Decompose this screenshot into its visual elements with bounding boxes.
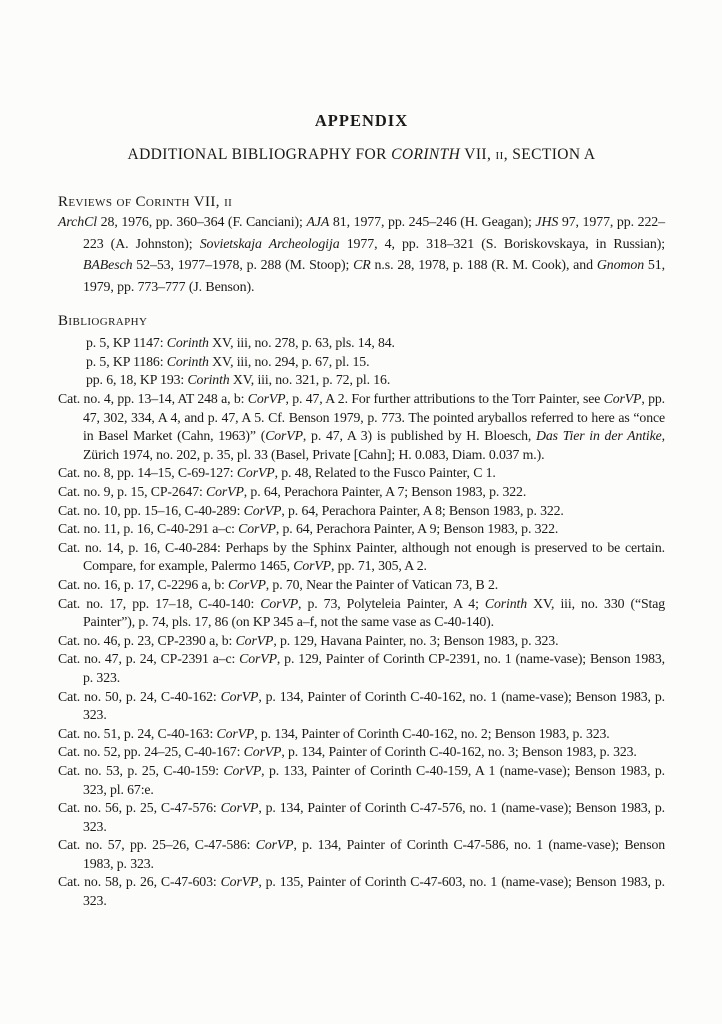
text-segment: JHS	[535, 215, 559, 230]
text-segment: Cat. no. 51, p. 24, C-40-163:	[58, 725, 217, 741]
bibliography-entry	[58, 520, 665, 539]
text-segment: CorVP	[255, 837, 294, 853]
bibliography-entry	[58, 688, 665, 725]
text-segment: , p. 135, Painter of Corinth C-47-603, no. 1 (name-vase); Benson 1983, p. 323.	[83, 874, 665, 909]
text-segment: pp. 6, 18, KP 193:	[86, 372, 188, 388]
text-segment: Cat. no. 46, p. 23, CP-2390 a, b:	[58, 632, 236, 648]
text-segment: Cat. no. 47, p. 24, CP-2391 a–c:	[58, 651, 240, 667]
text-segment: Cat. no. 9, p. 15, CP-2647:	[58, 484, 207, 500]
text-segment: CorVP	[220, 688, 259, 704]
text-segment: Cat. no. 56, p. 25, C-47-576:	[58, 800, 221, 816]
text-segment: CorVP	[220, 800, 259, 816]
text-segment: , p. 64, Perachora Painter, A 7; Benson 1983, p. 322.	[243, 484, 527, 500]
text-segment: , p. 134, Painter of Corinth C-47-576, no. 1 (name-vase); Benson 1983, p. 323.	[83, 800, 665, 834]
text-segment: , p. 73, Polyteleia Painter, A 4;	[298, 595, 485, 611]
page-title: APPENDIX	[314, 111, 409, 130]
text-segment: Cat. no. 57, pp. 25–26, C-47-586:	[58, 837, 256, 853]
text-segment: , p. 48, Related to the Fusco Painter, C 1.	[274, 465, 496, 481]
text-segment: , p. 64, Perachora Painter, A 9; Benson 1983, p. 322.	[275, 521, 559, 537]
text-segment: , pp. 71, 305, A 2.	[330, 558, 427, 574]
text-segment: VII,	[460, 146, 496, 163]
reviews-section-heading: Reviews of Corinth VII, ii	[58, 194, 233, 210]
text-segment: , p. 134, Painter of Corinth C-40-162, no. 2; Benson 1983, p. 323.	[254, 725, 610, 741]
text-segment: CR	[353, 258, 371, 274]
text-segment: CorVP	[239, 651, 277, 667]
text-segment: CorVP	[235, 632, 274, 648]
text-segment: Corinth	[166, 335, 209, 351]
bibliography-entry	[58, 650, 665, 687]
text-segment: ADDITIONAL BIBLIOGRAPHY FOR	[127, 146, 392, 163]
text-segment: Cat. no. 50, p. 24, C-40-162:	[58, 688, 221, 704]
text-segment: Cat. no. 17, pp. 17–18, C-40-140:	[58, 595, 261, 611]
bibliography-entry	[58, 743, 665, 762]
text-segment: Gnomon	[596, 258, 645, 274]
document-page	[58, 0, 665, 911]
text-segment: Das Tier in der Antike	[536, 428, 662, 444]
text-segment: CorVP	[265, 428, 303, 444]
text-segment: XV, iii, no. 294, p. 67, pl. 15.	[208, 353, 370, 369]
text-segment: Sovietskaja Archeologija	[199, 236, 340, 252]
bibliography-entry	[58, 836, 665, 873]
text-segment: , SECTION A	[503, 146, 596, 163]
text-segment: CORINTH	[391, 146, 461, 163]
text-segment: Cat. no. 53, p. 25, C-40-159:	[58, 762, 224, 778]
text-segment: CorVP	[236, 465, 275, 481]
text-segment: , p. 47, A 2. For further attributions to the Torr Painter, see	[285, 391, 604, 407]
bibliography-entry	[58, 371, 665, 390]
text-segment: 97, 1977, pp. 222–223 (A. Johnston);	[83, 215, 665, 252]
text-segment: Corinth	[166, 353, 209, 369]
bibliography-entry	[58, 576, 665, 595]
text-segment: Cat. no. 58, p. 26, C-47-603:	[58, 874, 221, 890]
text-segment: XV, iii, no. 321, p. 72, pl. 16.	[229, 372, 391, 388]
text-segment: XV, iii, no. 278, p. 63, pls. 14, 84.	[208, 335, 395, 351]
text-segment: CorVP	[228, 576, 266, 592]
text-segment: , p. 70, Near the Painter of Vatican 73, B 2.	[265, 576, 499, 592]
bibliography-entry	[58, 873, 665, 910]
bibliography-entry	[58, 799, 665, 836]
text-segment: p. 5, KP 1147:	[86, 335, 167, 351]
text-segment: ii	[495, 146, 504, 163]
text-segment: Cat. no. 4, pp. 13–14, AT 248 a, b:	[58, 391, 248, 407]
text-segment: 52–53, 1977–1978, p. 288 (M. Stoop);	[132, 258, 354, 274]
bibliography-entry	[58, 539, 665, 576]
text-segment: Cat. no. 14, p. 16, C-40-284: Perhaps by the Sphinx Painter, although not enough is preserved to be certain. Compare, for example, Palermo 1465,	[58, 539, 665, 574]
bibliography-entry	[58, 390, 665, 464]
text-segment: CorVP	[216, 725, 255, 741]
text-segment: 28, 1976, pp. 360–364 (F. Canciani);	[97, 215, 307, 230]
text-segment: Cat. no. 11, p. 16, C-40-291 a–c:	[58, 521, 239, 537]
text-segment: p. 5, KP 1186:	[86, 353, 167, 369]
text-segment: CorVP	[206, 484, 244, 500]
text-segment: CorVP	[247, 391, 286, 407]
text-segment: CorVP	[238, 521, 276, 537]
text-segment: n.s. 28, 1978, p. 188 (R. M. Cook), and	[370, 258, 597, 274]
text-segment: XV, iii, no. 330 (“Stag Painter”), p. 74, pls. 17, 86 (on KP 345 a–f, not the same vase as C-40-140).	[83, 595, 666, 630]
text-segment: , p. 133, Painter of Corinth C-40-159, A 1 (name-vase); Benson 1983, p. 323, pl. 67:e.	[83, 762, 665, 797]
bibliography-entry	[58, 725, 665, 744]
text-segment: Cat. no. 10, pp. 15–16, C-40-289:	[58, 502, 244, 518]
bibliography-entries	[58, 334, 665, 910]
text-segment: Cat. no. 8, pp. 14–15, C-69-127:	[58, 465, 237, 481]
text-segment: , Zürich 1974, no. 202, p. 35, pl. 33 (Basel, Private [Cahn]; H. 0.083, Diam. 0.037 m.).	[83, 428, 665, 462]
text-segment: CorVP	[243, 744, 282, 760]
text-segment: , p. 129, Painter of Corinth CP-2391, no. 1 (name-vase); Benson 1983, p. 323.	[83, 651, 665, 685]
text-segment: CorVP	[260, 595, 299, 611]
text-segment: , p. 64, Perachora Painter, A 8; Benson 1983, p. 322.	[281, 502, 564, 518]
text-segment: BABesch	[83, 258, 133, 274]
bibliography-entry	[58, 353, 665, 372]
text-segment: , pp. 47, 302, 334, A 4, and p. 47, A 5. Cf. Benson 1979, p. 773. The pointed aryballos referred to here as “once in Basel Market (Cahn, 1963)” (	[83, 391, 666, 444]
page-subtitle	[58, 145, 665, 165]
bibliography-entry	[58, 762, 665, 799]
text-segment: 51, 1979, pp. 773–777 (J. Benson).	[83, 258, 665, 295]
text-segment: Corinth	[484, 595, 528, 611]
bibliography-entry	[58, 483, 665, 502]
bibliography-entry	[58, 632, 665, 651]
bibliography-section-heading: Bibliography	[58, 313, 148, 330]
bibliography-entry	[58, 334, 665, 353]
text-segment: AJA	[306, 215, 330, 230]
text-segment: , p. 134, Painter of Corinth C-40-162, no. 3; Benson 1983, p. 323.	[281, 744, 637, 760]
text-segment: Corinth	[187, 372, 230, 388]
reviews-paragraph	[58, 212, 665, 298]
text-segment: Cat. no. 16, p. 17, C-2296 a, b:	[58, 576, 229, 592]
bibliography-entry	[58, 502, 665, 521]
text-segment: CorVP	[293, 558, 331, 574]
text-segment: CorVP	[223, 762, 262, 778]
text-segment: CorVP	[220, 874, 259, 890]
text-segment: , p. 134, Painter of Corinth C-47-586, no. 1 (name-vase); Benson 1983, p. 323.	[83, 837, 665, 871]
text-segment: , p. 134, Painter of Corinth C-40-162, no. 1 (name-vase); Benson 1983, p. 323.	[83, 688, 665, 723]
text-segment: Cat. no. 52, pp. 24–25, C-40-167:	[58, 744, 244, 760]
bibliography-entry	[58, 595, 665, 632]
bibliography-entry	[58, 464, 665, 483]
text-segment: CorVP	[603, 391, 642, 407]
text-segment: , p. 129, Havana Painter, no. 3; Benson 1983, p. 323.	[273, 632, 559, 648]
text-segment: CorVP	[243, 502, 282, 518]
text-segment: , p. 47, A 3) is published by H. Bloesch,	[302, 428, 537, 444]
text-segment: 1977, 4, pp. 318–321 (S. Boriskovskaya, in Russian);	[339, 236, 666, 252]
text-segment: 81, 1977, pp. 245–246 (H. Geagan);	[329, 215, 536, 230]
text-segment: ArchCl	[58, 215, 98, 230]
